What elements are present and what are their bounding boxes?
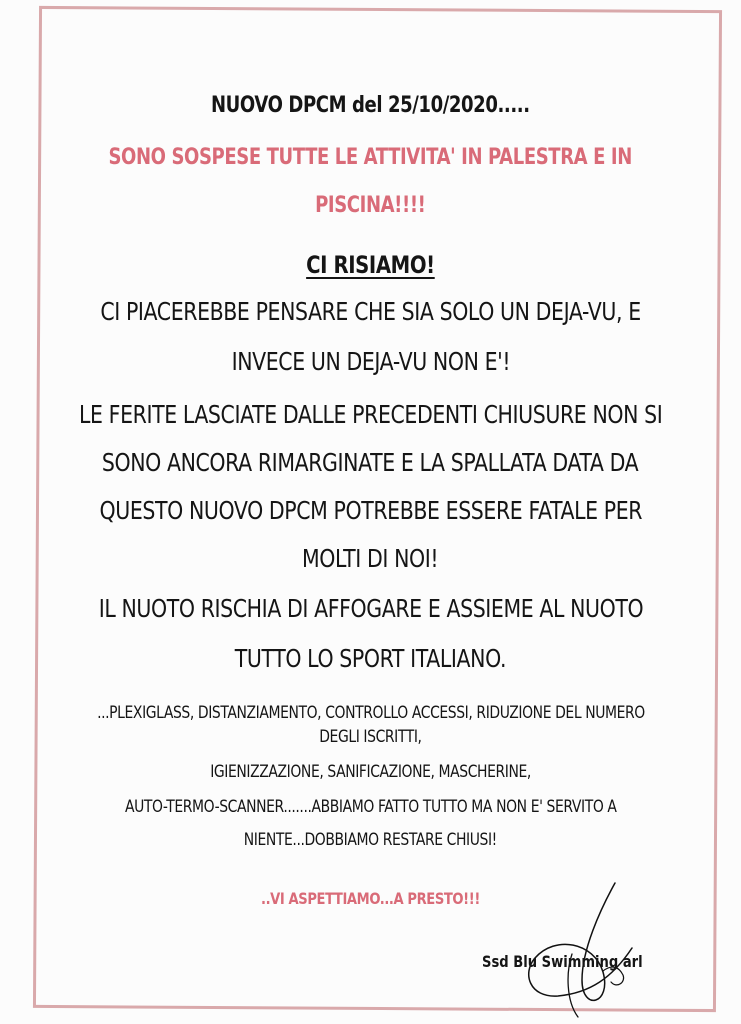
paragraph-2-line-3 — [0, 496, 741, 525]
headline-text-1: SONO SOSPESE TUTTE LE ATTIVITA' IN PALESTRA E IN — [108, 145, 633, 170]
paragraph-2-text-3: QUESTO NUOVO DPCM POTREBBE ESSERE FATALE PER — [99, 496, 642, 525]
measures-text-4: AUTO-TERMO-SCANNER.......ABBIAMO FATTO TUTTO MA NON E' SERVITO A — [124, 797, 617, 817]
measures-line-1 — [0, 703, 741, 723]
signature-text — [482, 952, 678, 971]
measures-line-3 — [0, 762, 741, 782]
paragraph-3-line-2 — [0, 644, 741, 673]
headline-line-2 — [0, 193, 741, 218]
closing-text: ..VI ASPETTIAMO...A PRESTO!!! — [261, 889, 480, 908]
headline-text-2: PISCINA!!!! — [315, 193, 426, 218]
measures-text-3: IGIENIZZAZIONE, SANIFICAZIONE, MASCHERINE, — [210, 762, 531, 782]
measures-text-5: NIENTE...DOBBIAMO RESTARE CHIUSI! — [243, 830, 498, 850]
paragraph-3-text-1: IL NUOTO RISCHIA DI AFFOGARE E ASSIEME AL NUOTO — [98, 594, 643, 623]
paragraph-1-text-2: INVECE UN DEJA-VU NON E'! — [231, 347, 510, 376]
signature-label: Ssd Blu Swimming arl — [482, 952, 643, 971]
document-title-text: NUOVO DPCM del 25/10/2020..... — [211, 93, 530, 118]
paragraph-1-line-2 — [0, 347, 741, 376]
measures-text-1: ...PLEXIGLASS, DISTANZIAMENTO, CONTROLLO ACCESSI, RIDUZIONE DEL NUMERO — [96, 703, 645, 723]
document-title — [0, 93, 741, 118]
subheading-text: CI RISIAMO! — [306, 251, 435, 279]
handwritten-signature-scribble — [520, 880, 640, 1020]
measures-text-2: DEGLI ISCRITTI, — [319, 727, 422, 747]
paragraph-1-line-1 — [0, 297, 741, 326]
paragraph-2-line-1 — [0, 400, 741, 429]
measures-line-2 — [0, 727, 741, 747]
paragraph-2-line-2 — [0, 448, 741, 477]
paragraph-2-text-4: MOLTI DI NOI! — [302, 544, 439, 573]
headline-line-1 — [0, 145, 741, 170]
measures-line-5 — [0, 830, 741, 850]
paragraph-2-line-4 — [0, 544, 741, 573]
subheading — [0, 251, 741, 279]
measures-line-4 — [0, 797, 741, 817]
paragraph-3-line-1 — [0, 594, 741, 623]
paragraph-3-text-2: TUTTO LO SPORT ITALIANO. — [234, 644, 507, 673]
paragraph-1-text-1: CI PIACEREBBE PENSARE CHE SIA SOLO UN DEJA-VU, E — [100, 297, 641, 326]
paragraph-2-text-2: SONO ANCORA RIMARGINATE E LA SPALLATA DATA DA — [102, 448, 639, 477]
paragraph-2-text-1: LE FERITE LASCIATE DALLE PRECEDENTI CHIUSURE NON SI — [78, 400, 663, 429]
